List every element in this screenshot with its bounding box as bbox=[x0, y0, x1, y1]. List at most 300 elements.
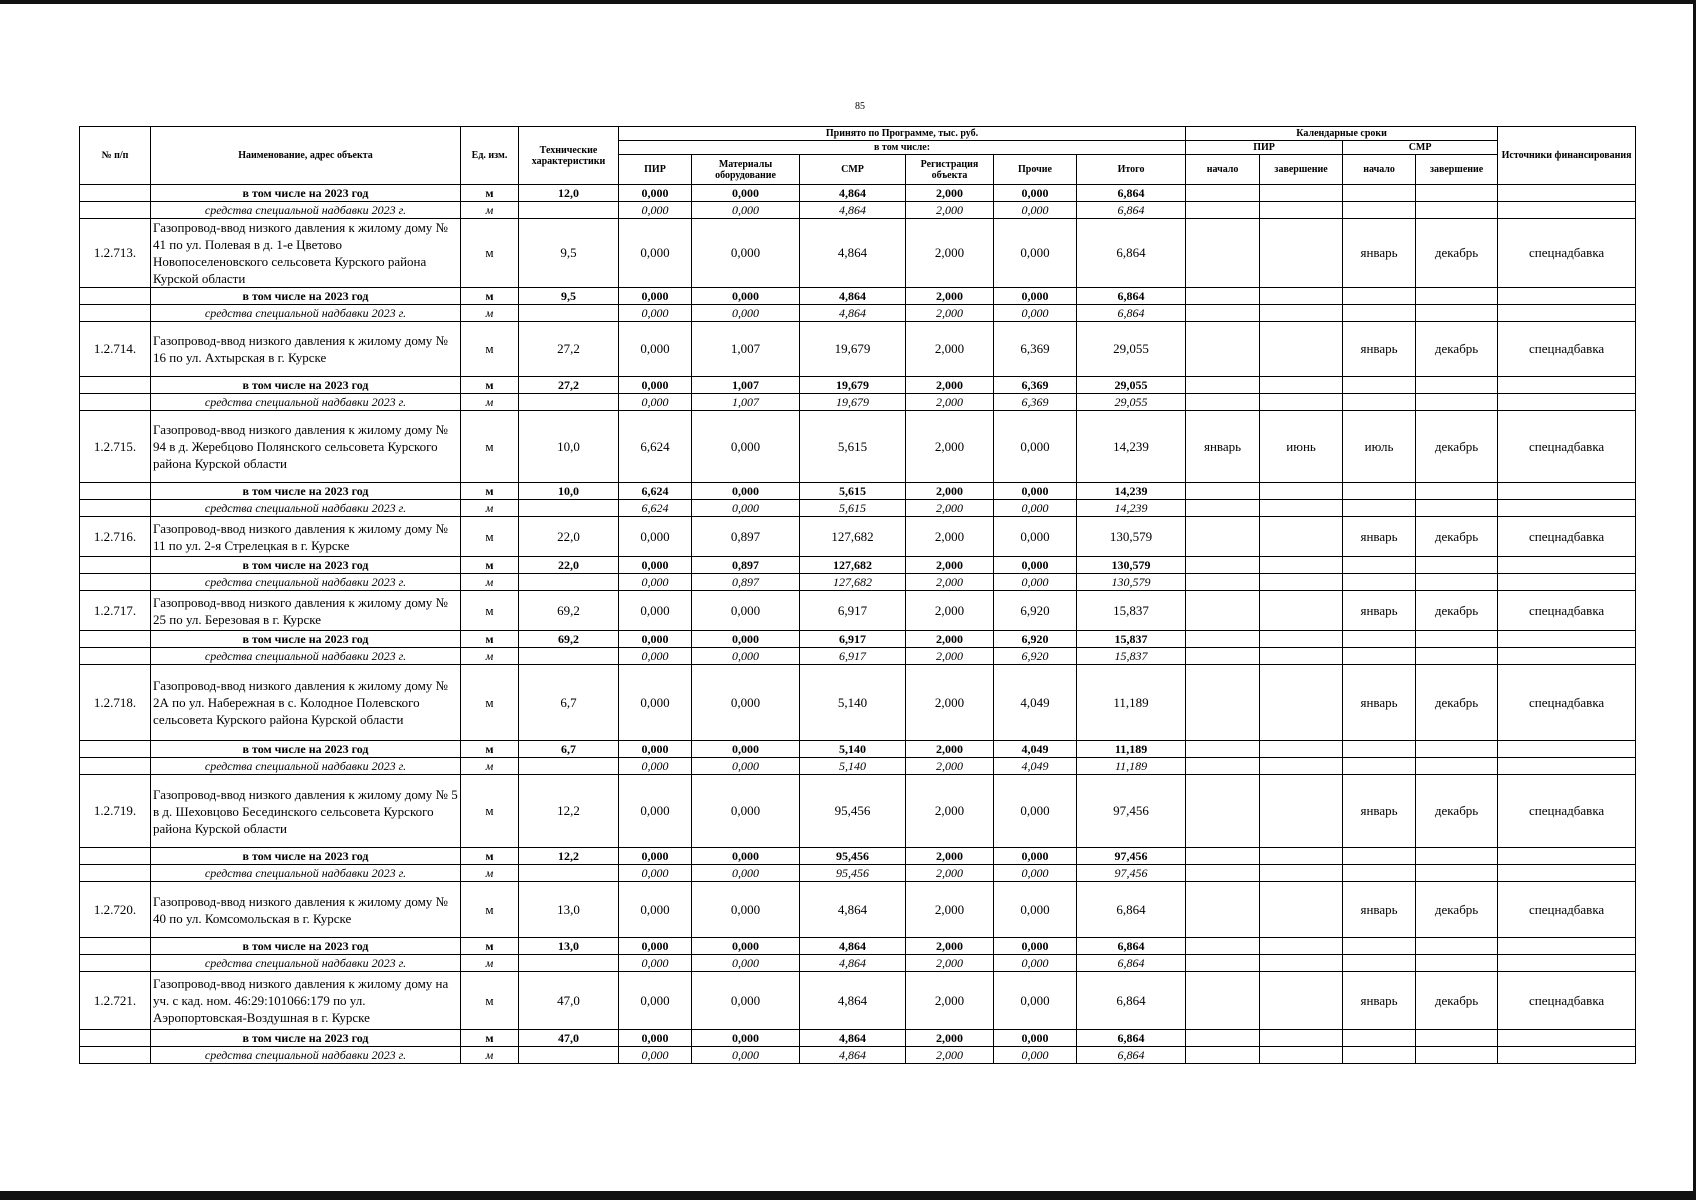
smr-end: декабрь bbox=[1416, 517, 1498, 557]
object-number: 1.2.716. bbox=[80, 517, 151, 557]
pir-end bbox=[1260, 591, 1343, 631]
object-name: Газопровод-ввод низкого давления к жилому дому на уч. с кад. ном. 46:29:101066:179 по ул. Аэропортовская-Воздушная в г. Курске bbox=[151, 972, 461, 1030]
object-number: 1.2.717. bbox=[80, 591, 151, 631]
header-calendar: Календарные сроки bbox=[1186, 127, 1498, 141]
tech-characteristic bbox=[519, 758, 619, 775]
page-number: 85 bbox=[855, 101, 865, 112]
year-subtotal-row bbox=[80, 377, 1636, 394]
smr-start bbox=[1343, 394, 1416, 411]
object-name: в том числе на 2023 год bbox=[151, 1030, 461, 1047]
smr-end bbox=[1416, 1030, 1498, 1047]
total-value: 14,239 bbox=[1077, 411, 1186, 483]
tech-characteristic: 22,0 bbox=[519, 517, 619, 557]
object-number bbox=[80, 557, 151, 574]
object-name: средства специальной надбавки 2023 г. bbox=[151, 574, 461, 591]
smr-end bbox=[1416, 557, 1498, 574]
pir-end bbox=[1260, 394, 1343, 411]
special-surcharge-row bbox=[80, 500, 1636, 517]
unit: м bbox=[461, 574, 519, 591]
smr-start: январь bbox=[1343, 219, 1416, 288]
unit: м bbox=[461, 665, 519, 741]
smr-start bbox=[1343, 938, 1416, 955]
header-cal-smr: СМР bbox=[1343, 141, 1498, 155]
tech-characteristic bbox=[519, 1047, 619, 1064]
smr-end: декабрь bbox=[1416, 882, 1498, 938]
pir-end bbox=[1260, 741, 1343, 758]
smr-value: 127,682 bbox=[800, 517, 906, 557]
pir-value: 0,000 bbox=[619, 648, 692, 665]
funding-source bbox=[1498, 955, 1636, 972]
materials-value: 1,007 bbox=[692, 394, 800, 411]
year-subtotal-row bbox=[80, 848, 1636, 865]
header-pir-end: завершение bbox=[1260, 155, 1343, 185]
smr-start bbox=[1343, 848, 1416, 865]
smr-start: июль bbox=[1343, 411, 1416, 483]
pir-start bbox=[1186, 938, 1260, 955]
funding-source bbox=[1498, 202, 1636, 219]
smr-value: 5,615 bbox=[800, 500, 906, 517]
funding-source: спецнадбавка bbox=[1498, 322, 1636, 377]
pir-end bbox=[1260, 305, 1343, 322]
unit: м bbox=[461, 775, 519, 848]
pir-end bbox=[1260, 882, 1343, 938]
unit: м bbox=[461, 972, 519, 1030]
smr-value: 4,864 bbox=[800, 288, 906, 305]
object-row bbox=[80, 972, 1636, 1030]
registration-value: 2,000 bbox=[906, 775, 994, 848]
total-value: 6,864 bbox=[1077, 1047, 1186, 1064]
smr-value: 95,456 bbox=[800, 775, 906, 848]
smr-start: январь bbox=[1343, 665, 1416, 741]
other-value: 0,000 bbox=[994, 865, 1077, 882]
smr-end: декабрь bbox=[1416, 972, 1498, 1030]
registration-value: 2,000 bbox=[906, 972, 994, 1030]
object-number bbox=[80, 758, 151, 775]
materials-value: 0,000 bbox=[692, 665, 800, 741]
object-number bbox=[80, 185, 151, 202]
tech-characteristic: 6,7 bbox=[519, 741, 619, 758]
object-row bbox=[80, 665, 1636, 741]
funding-source bbox=[1498, 500, 1636, 517]
unit: м bbox=[461, 865, 519, 882]
pir-start bbox=[1186, 1030, 1260, 1047]
total-value: 29,055 bbox=[1077, 322, 1186, 377]
smr-value: 19,679 bbox=[800, 394, 906, 411]
pir-start bbox=[1186, 394, 1260, 411]
smr-start bbox=[1343, 1030, 1416, 1047]
smr-start bbox=[1343, 483, 1416, 500]
registration-value: 2,000 bbox=[906, 741, 994, 758]
object-number: 1.2.715. bbox=[80, 411, 151, 483]
object-row bbox=[80, 219, 1636, 288]
object-row bbox=[80, 411, 1636, 483]
pir-end bbox=[1260, 1047, 1343, 1064]
smr-start bbox=[1343, 1047, 1416, 1064]
tech-characteristic bbox=[519, 955, 619, 972]
unit: м bbox=[461, 394, 519, 411]
header-cal-pir: ПИР bbox=[1186, 141, 1343, 155]
registration-value: 2,000 bbox=[906, 631, 994, 648]
header-name: Наименование, адрес объекта bbox=[151, 127, 461, 185]
other-value: 6,369 bbox=[994, 394, 1077, 411]
registration-value: 2,000 bbox=[906, 517, 994, 557]
pir-start bbox=[1186, 557, 1260, 574]
object-name: Газопровод-ввод низкого давления к жилому дому № 41 по ул. Полевая в д. 1-е Цветово Новопоселеновского сельсовета Курского района Курской области bbox=[151, 219, 461, 288]
object-name: Газопровод-ввод низкого давления к жилому дому № 16 по ул. Ахтырская в г. Курске bbox=[151, 322, 461, 377]
smr-end: декабрь bbox=[1416, 775, 1498, 848]
object-number bbox=[80, 631, 151, 648]
pir-start bbox=[1186, 591, 1260, 631]
tech-characteristic: 47,0 bbox=[519, 1030, 619, 1047]
pir-start bbox=[1186, 848, 1260, 865]
funding-source: спецнадбавка bbox=[1498, 517, 1636, 557]
pir-value: 0,000 bbox=[619, 665, 692, 741]
other-value: 4,049 bbox=[994, 741, 1077, 758]
materials-value: 0,000 bbox=[692, 483, 800, 500]
unit: м bbox=[461, 631, 519, 648]
funding-source bbox=[1498, 305, 1636, 322]
year-subtotal-row bbox=[80, 631, 1636, 648]
materials-value: 0,000 bbox=[692, 955, 800, 972]
pir-value: 0,000 bbox=[619, 741, 692, 758]
unit: м bbox=[461, 848, 519, 865]
smr-end bbox=[1416, 394, 1498, 411]
smr-value: 95,456 bbox=[800, 848, 906, 865]
smr-start: январь bbox=[1343, 322, 1416, 377]
object-name: в том числе на 2023 год bbox=[151, 483, 461, 500]
pir-start bbox=[1186, 288, 1260, 305]
pir-start bbox=[1186, 185, 1260, 202]
object-name: Газопровод-ввод низкого давления к жилому дому № 94 в д. Жеребцово Полянского сельсовета Курского района Курской области bbox=[151, 411, 461, 483]
registration-value: 2,000 bbox=[906, 288, 994, 305]
object-name: Газопровод-ввод низкого давления к жилому дому № 11 по ул. 2-я Стрелецкая в г. Курске bbox=[151, 517, 461, 557]
smr-end: декабрь bbox=[1416, 411, 1498, 483]
pir-end bbox=[1260, 574, 1343, 591]
total-value: 15,837 bbox=[1077, 631, 1186, 648]
header-sources: Источники финансирования bbox=[1498, 127, 1636, 185]
pir-end bbox=[1260, 377, 1343, 394]
smr-end bbox=[1416, 1047, 1498, 1064]
total-value: 11,189 bbox=[1077, 758, 1186, 775]
funding-source bbox=[1498, 1047, 1636, 1064]
year-subtotal-row bbox=[80, 185, 1636, 202]
object-number: 1.2.714. bbox=[80, 322, 151, 377]
registration-value: 2,000 bbox=[906, 557, 994, 574]
total-value: 11,189 bbox=[1077, 665, 1186, 741]
smr-end: декабрь bbox=[1416, 219, 1498, 288]
tech-characteristic: 47,0 bbox=[519, 972, 619, 1030]
registration-value: 2,000 bbox=[906, 377, 994, 394]
smr-start bbox=[1343, 631, 1416, 648]
smr-value: 6,917 bbox=[800, 631, 906, 648]
other-value: 0,000 bbox=[994, 1030, 1077, 1047]
object-number bbox=[80, 574, 151, 591]
object-number bbox=[80, 500, 151, 517]
registration-value: 2,000 bbox=[906, 882, 994, 938]
object-number bbox=[80, 394, 151, 411]
year-subtotal-row bbox=[80, 483, 1636, 500]
materials-value: 0,000 bbox=[692, 591, 800, 631]
materials-value: 0,000 bbox=[692, 1030, 800, 1047]
tech-characteristic: 9,5 bbox=[519, 219, 619, 288]
pir-start bbox=[1186, 741, 1260, 758]
other-value: 0,000 bbox=[994, 483, 1077, 500]
total-value: 14,239 bbox=[1077, 500, 1186, 517]
registration-value: 2,000 bbox=[906, 500, 994, 517]
smr-start: январь bbox=[1343, 517, 1416, 557]
registration-value: 2,000 bbox=[906, 219, 994, 288]
pir-value: 0,000 bbox=[619, 758, 692, 775]
object-name: средства специальной надбавки 2023 г. bbox=[151, 500, 461, 517]
pir-value: 6,624 bbox=[619, 500, 692, 517]
tech-characteristic: 27,2 bbox=[519, 322, 619, 377]
object-name: в том числе на 2023 год bbox=[151, 741, 461, 758]
total-value: 6,864 bbox=[1077, 972, 1186, 1030]
header-materials: Материалы оборудование bbox=[692, 155, 800, 185]
pir-value: 0,000 bbox=[619, 848, 692, 865]
funding-source bbox=[1498, 288, 1636, 305]
object-name: средства специальной надбавки 2023 г. bbox=[151, 1047, 461, 1064]
pir-value: 0,000 bbox=[619, 631, 692, 648]
smr-start bbox=[1343, 865, 1416, 882]
pir-start bbox=[1186, 500, 1260, 517]
unit: м bbox=[461, 185, 519, 202]
tech-characteristic bbox=[519, 574, 619, 591]
materials-value: 0,000 bbox=[692, 865, 800, 882]
pir-value: 0,000 bbox=[619, 394, 692, 411]
tech-characteristic: 27,2 bbox=[519, 377, 619, 394]
object-name: в том числе на 2023 год bbox=[151, 631, 461, 648]
object-number bbox=[80, 938, 151, 955]
registration-value: 2,000 bbox=[906, 955, 994, 972]
other-value: 6,920 bbox=[994, 648, 1077, 665]
smr-start bbox=[1343, 185, 1416, 202]
registration-value: 2,000 bbox=[906, 591, 994, 631]
pir-end bbox=[1260, 972, 1343, 1030]
object-number: 1.2.721. bbox=[80, 972, 151, 1030]
pir-value: 0,000 bbox=[619, 955, 692, 972]
tech-characteristic bbox=[519, 500, 619, 517]
unit: м bbox=[461, 758, 519, 775]
pir-value: 0,000 bbox=[619, 1030, 692, 1047]
smr-start bbox=[1343, 288, 1416, 305]
header-smr-end: завершение bbox=[1416, 155, 1498, 185]
smr-value: 4,864 bbox=[800, 882, 906, 938]
object-name: в том числе на 2023 год bbox=[151, 848, 461, 865]
funding-source bbox=[1498, 394, 1636, 411]
registration-value: 2,000 bbox=[906, 758, 994, 775]
unit: м bbox=[461, 411, 519, 483]
tech-characteristic: 22,0 bbox=[519, 557, 619, 574]
unit: м bbox=[461, 741, 519, 758]
pir-value: 0,000 bbox=[619, 305, 692, 322]
unit: м bbox=[461, 377, 519, 394]
smr-start bbox=[1343, 202, 1416, 219]
smr-start: январь bbox=[1343, 972, 1416, 1030]
smr-start bbox=[1343, 741, 1416, 758]
pir-value: 6,624 bbox=[619, 483, 692, 500]
materials-value: 0,897 bbox=[692, 517, 800, 557]
other-value: 0,000 bbox=[994, 411, 1077, 483]
year-subtotal-row bbox=[80, 741, 1636, 758]
other-value: 4,049 bbox=[994, 758, 1077, 775]
smr-end bbox=[1416, 377, 1498, 394]
total-value: 6,864 bbox=[1077, 1030, 1186, 1047]
smr-start: январь bbox=[1343, 882, 1416, 938]
other-value: 0,000 bbox=[994, 775, 1077, 848]
special-surcharge-row bbox=[80, 574, 1636, 591]
pir-start bbox=[1186, 775, 1260, 848]
funding-source: спецнадбавка bbox=[1498, 219, 1636, 288]
year-subtotal-row bbox=[80, 938, 1636, 955]
program-table bbox=[79, 126, 1636, 1064]
funding-source: спецнадбавка bbox=[1498, 411, 1636, 483]
registration-value: 2,000 bbox=[906, 848, 994, 865]
other-value: 0,000 bbox=[994, 557, 1077, 574]
object-number bbox=[80, 865, 151, 882]
pir-start bbox=[1186, 955, 1260, 972]
pir-value: 0,000 bbox=[619, 938, 692, 955]
table-header bbox=[80, 127, 1636, 185]
smr-end bbox=[1416, 848, 1498, 865]
smr-value: 4,864 bbox=[800, 938, 906, 955]
special-surcharge-row bbox=[80, 865, 1636, 882]
tech-characteristic: 6,7 bbox=[519, 665, 619, 741]
smr-start bbox=[1343, 305, 1416, 322]
header-pir: ПИР bbox=[619, 155, 692, 185]
tech-characteristic: 9,5 bbox=[519, 288, 619, 305]
total-value: 97,456 bbox=[1077, 865, 1186, 882]
unit: м bbox=[461, 288, 519, 305]
object-name: средства специальной надбавки 2023 г. bbox=[151, 865, 461, 882]
materials-value: 0,000 bbox=[692, 500, 800, 517]
other-value: 0,000 bbox=[994, 288, 1077, 305]
other-value: 4,049 bbox=[994, 665, 1077, 741]
scan-edge-bottom bbox=[0, 1191, 1696, 1200]
smr-end bbox=[1416, 865, 1498, 882]
special-surcharge-row bbox=[80, 202, 1636, 219]
pir-end: июнь bbox=[1260, 411, 1343, 483]
materials-value: 1,007 bbox=[692, 377, 800, 394]
smr-end bbox=[1416, 631, 1498, 648]
unit: м bbox=[461, 500, 519, 517]
tech-characteristic bbox=[519, 202, 619, 219]
object-row bbox=[80, 591, 1636, 631]
total-value: 11,189 bbox=[1077, 741, 1186, 758]
total-value: 6,864 bbox=[1077, 305, 1186, 322]
pir-end bbox=[1260, 517, 1343, 557]
object-row bbox=[80, 882, 1636, 938]
smr-value: 4,864 bbox=[800, 1030, 906, 1047]
pir-end bbox=[1260, 865, 1343, 882]
tech-characteristic: 13,0 bbox=[519, 882, 619, 938]
tech-characteristic: 10,0 bbox=[519, 483, 619, 500]
pir-start bbox=[1186, 882, 1260, 938]
special-surcharge-row bbox=[80, 1047, 1636, 1064]
special-surcharge-row bbox=[80, 648, 1636, 665]
pir-value: 0,000 bbox=[619, 185, 692, 202]
object-number: 1.2.719. bbox=[80, 775, 151, 848]
total-value: 15,837 bbox=[1077, 648, 1186, 665]
materials-value: 0,000 bbox=[692, 305, 800, 322]
tech-characteristic: 10,0 bbox=[519, 411, 619, 483]
smr-end bbox=[1416, 741, 1498, 758]
pir-value: 0,000 bbox=[619, 775, 692, 848]
pir-end bbox=[1260, 185, 1343, 202]
object-number bbox=[80, 648, 151, 665]
special-surcharge-row bbox=[80, 305, 1636, 322]
materials-value: 1,007 bbox=[692, 322, 800, 377]
smr-value: 4,864 bbox=[800, 305, 906, 322]
unit: м bbox=[461, 1030, 519, 1047]
object-name: Газопровод-ввод низкого давления к жилому дому № 2А по ул. Набережная в с. Колодное Полевского сельсовета Курского района Курской области bbox=[151, 665, 461, 741]
materials-value: 0,000 bbox=[692, 1047, 800, 1064]
pir-end bbox=[1260, 202, 1343, 219]
total-value: 6,864 bbox=[1077, 938, 1186, 955]
unit: м bbox=[461, 557, 519, 574]
tech-characteristic bbox=[519, 305, 619, 322]
pir-start bbox=[1186, 219, 1260, 288]
other-value: 0,000 bbox=[994, 574, 1077, 591]
object-name: средства специальной надбавки 2023 г. bbox=[151, 202, 461, 219]
unit: м bbox=[461, 322, 519, 377]
registration-value: 2,000 bbox=[906, 1047, 994, 1064]
unit: м bbox=[461, 1047, 519, 1064]
header-num: № п/п bbox=[80, 127, 151, 185]
materials-value: 0,000 bbox=[692, 775, 800, 848]
object-row bbox=[80, 517, 1636, 557]
smr-start: январь bbox=[1343, 591, 1416, 631]
unit: м bbox=[461, 517, 519, 557]
registration-value: 2,000 bbox=[906, 305, 994, 322]
smr-value: 5,615 bbox=[800, 411, 906, 483]
total-value: 29,055 bbox=[1077, 394, 1186, 411]
smr-value: 95,456 bbox=[800, 865, 906, 882]
unit: м bbox=[461, 648, 519, 665]
object-number bbox=[80, 305, 151, 322]
registration-value: 2,000 bbox=[906, 574, 994, 591]
other-value: 0,000 bbox=[994, 517, 1077, 557]
materials-value: 0,897 bbox=[692, 574, 800, 591]
object-number bbox=[80, 1030, 151, 1047]
smr-end bbox=[1416, 574, 1498, 591]
pir-value: 6,624 bbox=[619, 411, 692, 483]
other-value: 0,000 bbox=[994, 500, 1077, 517]
funding-source bbox=[1498, 377, 1636, 394]
smr-end: декабрь bbox=[1416, 665, 1498, 741]
other-value: 0,000 bbox=[994, 305, 1077, 322]
tech-characteristic bbox=[519, 865, 619, 882]
registration-value: 2,000 bbox=[906, 185, 994, 202]
funding-source bbox=[1498, 648, 1636, 665]
special-surcharge-row bbox=[80, 394, 1636, 411]
pir-start bbox=[1186, 1047, 1260, 1064]
unit: м bbox=[461, 202, 519, 219]
pir-end bbox=[1260, 648, 1343, 665]
object-name: средства специальной надбавки 2023 г. bbox=[151, 955, 461, 972]
header-unit: Ед. изм. bbox=[461, 127, 519, 185]
funding-source bbox=[1498, 631, 1636, 648]
other-value: 0,000 bbox=[994, 1047, 1077, 1064]
pir-end bbox=[1260, 665, 1343, 741]
total-value: 6,864 bbox=[1077, 955, 1186, 972]
tech-characteristic: 12,2 bbox=[519, 848, 619, 865]
pir-start bbox=[1186, 377, 1260, 394]
smr-value: 5,140 bbox=[800, 665, 906, 741]
tech-characteristic bbox=[519, 648, 619, 665]
pir-end bbox=[1260, 500, 1343, 517]
smr-end bbox=[1416, 648, 1498, 665]
